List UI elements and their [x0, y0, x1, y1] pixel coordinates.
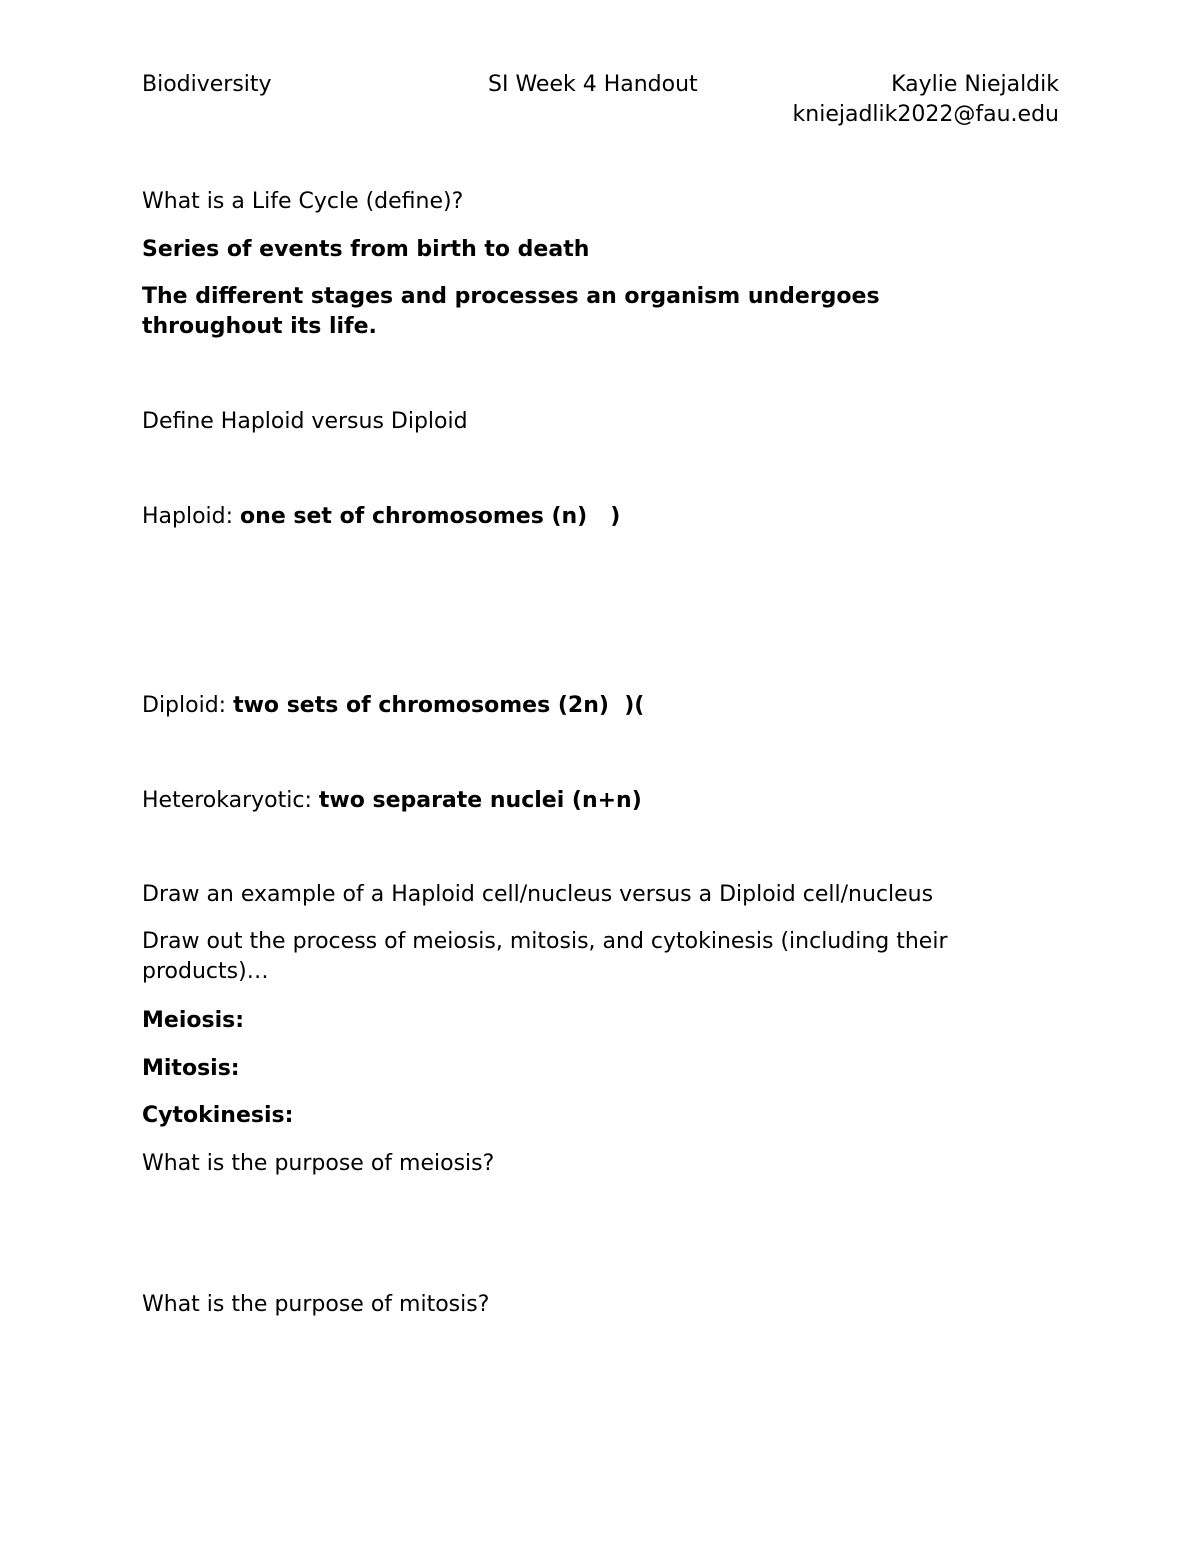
life-cycle-answer-1: Series of events from birth to death	[142, 237, 590, 262]
draw-process-prompt: Draw out the process of meiosis, mitosis, and cytokinesis (including their products)…	[142, 929, 948, 984]
heterokaryotic-definition	[142, 786, 642, 816]
cytokinesis-label: Cytokinesis:	[142, 1103, 294, 1128]
haploid-definition	[142, 502, 620, 532]
diploid-label: Diploid:	[142, 693, 234, 718]
heterokaryotic-label: Heterokaryotic:	[142, 788, 319, 813]
header-title: SI Week 4 Handout	[488, 72, 698, 97]
header-email: kniejadlik2022@fau.edu	[792, 102, 1059, 127]
diploid-answer: two sets of chromosomes (2n) )(	[233, 693, 645, 718]
header-author-block	[793, 70, 1059, 130]
purpose-meiosis-question: What is the purpose of meiosis?	[142, 1151, 495, 1176]
meiosis-label: Meiosis:	[142, 1008, 244, 1033]
heterokaryotic-answer: two separate nuclei (n+n)	[318, 788, 642, 813]
haploid-answer: one set of chromosomes (n) )	[240, 504, 621, 529]
haploid-label: Haploid:	[142, 504, 241, 529]
header-author: Kaylie Niejaldik	[891, 72, 1059, 97]
life-cycle-answer-2: The different stages and processes an organism undergoes throughout its life.	[142, 284, 880, 339]
haploid-diploid-question: Define Haploid versus Diploid	[142, 409, 468, 434]
purpose-mitosis-question: What is the purpose of mitosis?	[142, 1292, 490, 1317]
life-cycle-question: What is a Life Cycle (define)?	[142, 189, 464, 214]
header-course: Biodiversity	[142, 72, 272, 97]
mitosis-label: Mitosis:	[142, 1056, 240, 1081]
diploid-definition	[142, 691, 644, 721]
draw-cells-prompt: Draw an example of a Haploid cell/nucleus versus a Diploid cell/nucleus	[142, 882, 934, 907]
